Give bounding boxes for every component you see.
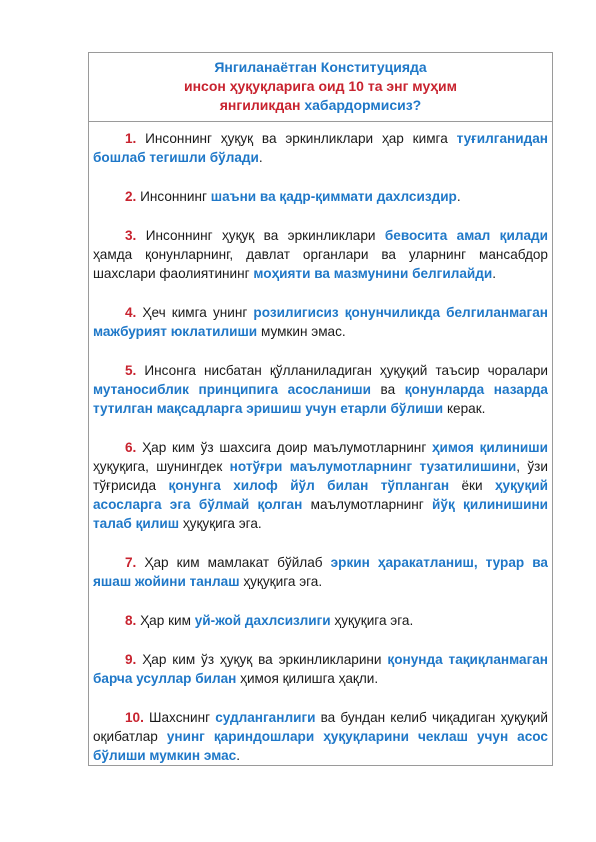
list-item-10: 10. Шахснинг судланганлиги ва бундан келиб чиқадиган ҳуқуқий оқибатлар унинг қариндошлари ҳуқуқларини чеклаш учун асос бўлиши мумкин эмас.	[93, 710, 548, 763]
list-item-5: 5. Инсонга нисбатан қўлланиладиган ҳуқуқий таъсир чоралари мутаносиблик принципига асосланиши ва қонунларда назарда тутилган мақсадларга эришиш учун етарли бўлиши керак.	[93, 363, 548, 416]
header-line-2: инсон ҳуқуқларига оид 10 та энг муҳим	[183, 78, 457, 94]
list-item-9: 9. Ҳар ким ўз ҳуқуқ ва эркинликларини қонунда тақиқланмаган барча усуллар билан ҳимоя қилишга ҳақли.	[93, 652, 548, 686]
list-item-6: 6. Ҳар ким ўз шахсига доир маълумотларнинг ҳимоя қилиниши ҳуқуқига, шунингдек нотўғри маълумотларнинг тузатилишини, ўзи тўғрисида қонунга хилоф йўл билан тўпланган ёки ҳуқуқий асосларга эга бўлмай қолган маълумотларнинг йўқ қилинишини талаб қилиш ҳуқуқига эга.	[93, 440, 549, 531]
list-item-2: 2. Инсоннинг шаъни ва қадр-қиммати дахлсиздир.	[125, 189, 461, 204]
list-item-3: 3. Инсоннинг ҳуқуқ ва эркинликлари бевосита амал қилади ҳамда қонунларнинг, давлат органлари ва уларнинг мансабдор шахслари фаолиятининг моҳияти ва мазмунини белгилайди.	[93, 228, 548, 281]
header-line-1: Янгиланаётган Конституцияда	[214, 59, 427, 75]
list-item-7: 7. Ҳар ким мамлакат бўйлаб эркин ҳаракатланиш, турар ва яшаш жойини танлаш ҳуқуқига эга.	[93, 555, 548, 589]
items-list	[89, 122, 552, 765]
list-item-8: 8. Ҳар ким уй-жой дахлсизлиги ҳуқуқига эга.	[125, 613, 414, 628]
document-header	[89, 53, 552, 122]
header-line-3: янгиликдан хабардормисиз?	[219, 97, 422, 113]
list-item-1: 1. Инсоннинг ҳуқуқ ва эркинликлари ҳар кимга туғилганидан бошлаб тегишли бўлади.	[93, 131, 548, 165]
document-frame	[88, 52, 553, 766]
list-item-4: 4. Ҳеч кимга унинг розилигисиз қонунчиликда белгиланмаган мажбурият юклатилиши мумкин эмас.	[93, 305, 548, 339]
